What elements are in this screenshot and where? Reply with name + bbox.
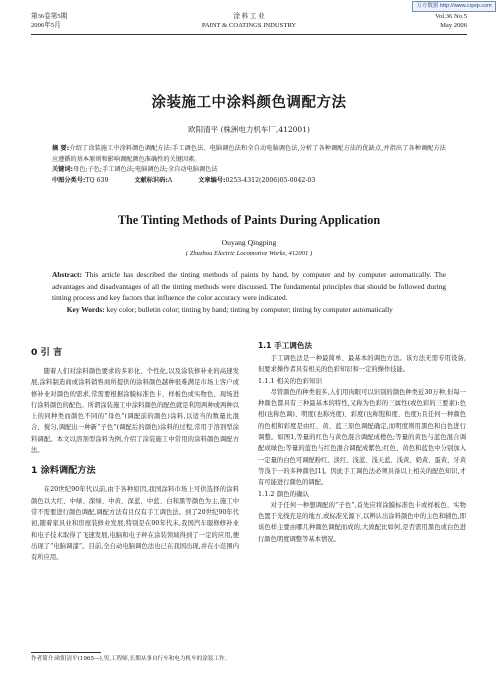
author-footnote: 作者简介:欧阳清平(1965—),男,工程师,长期从事自行车和电力机车的涂装工作。: [31, 656, 231, 662]
section-heading: 1 涂料调配方法: [31, 465, 96, 477]
classification-row: 中图分类号:TQ 639 文献标识码:A 文章编号:0253-4312(2006)05-0042-03: [52, 176, 316, 184]
volume-info: Vol.36 No.5 May 2006: [435, 13, 467, 29]
subsubsection-heading: 1.1.2 颜色的确认: [258, 489, 310, 498]
abstract-en-text: This article has described the tinting methods of paints by hand, by computer and by computer automatically. The advantages and disadvantages of all the tinting methods were discussed. The fundamental principles that should be followed during tinting process and key factors that influence the color accuracy were indicated.: [52, 270, 447, 303]
paragraph: 在20世纪90年代以前,由于各种原因,我国涂料市场上可供选择的涂料颜色以大红、中绿、深绿、中黄、深蓝、中蓝、白和黑等颜色为主,施工中常不需要进行颜色调配,调配方法有且仅有手工调色法。到了20世纪90年代初,随着家具业和房屋装修业发展,特别是在90年代末,我国汽车服修修补业和电子技术取得了飞速发展,电脑和电子秤在涂装领域得到了一定的应用,便出现了“电脑调漆”。目前,全自动电脑调色法也已在我国出现,并在小范围内有所应用。: [31, 486, 239, 562]
paragraph: 尽管颜色的种类很多,人们用肉眼可以识别的颜色种类近30万种,但每一种颜色都具有三种最基本的特性,又称为色彩的三属性(或色彩的三要素):色相(也称色调)、明度(也称亮度)、彩度(也称饱和度、色度);且任何一种颜色的色相和彩度是由红、黄、蓝三原色调配确定,而明度则用黑色和白色进行调整。如图1,等量的红色与黄色混合调配成橙色;等量的黄色与蓝色混合调配成绿色;等量的蓝色与红色混合调配成紫色;红色、黄色和蓝色中分别加入一定量的白色可调配粉红、淡红、浅蓝、浅天蓝、浅黄、奶黄、蛋黄、牙黄等浅于一的多种颜色[1]。因此手工调色法必须具备以上相关的配色知识,才有可能进行颜色的调配。: [258, 388, 466, 487]
abstract-label: 摘 要:: [52, 145, 70, 152]
keywords-text: 母色;子色;手工调色法;电脑调色法;全自动电脑调色法: [73, 166, 218, 174]
journal-header: [31, 13, 467, 35]
abstract-text: 介绍了涂装施工中涂料颜色调配方法:手工调色法、电脑调色法和全自动电脑调色法,分析了各种调配方法的优缺点,并指出了各种调配方法应遵循的基本原则和影响调配颜色准确性的关键因素。: [52, 145, 446, 163]
subsection-heading: 1.1 手工调色法: [258, 341, 313, 350]
paragraph: 手工调色法是一种最简单、最基本的调色方法。该方法无需专用设备,但要求操作者具有相关的色彩知识和一定的操作技能。: [258, 355, 466, 374]
paragraph: 随着人们对涂料颜色要求的多彩化、个性化,以及涂装修补业的高速发展,涂料制造商或涂料销售商所提供的涂料颜色越种很难满足市场上客户或修补业对颜色的需求,常需要根据涂膜标准色卡、样板色或实物色、现场进行涂料颜色的配色。所谓涂装施工中涂料颜色的配色就是利用两种或两种以上的同种类而颜色不同的“母色”(调配前的颜色)涂料,以适当的数量比混合、搅匀,调配出一种新“子色”(调配后的颜色)涂料的过程,常用于溶剂型涂料调配。本文以溶剂型涂料为例,介绍了涂装施工中常用的涂料颜色调配方法。: [31, 368, 239, 455]
issue-info: 第36卷第5期 2006年5月: [31, 13, 68, 29]
author-en: Ouyang Qingping: [221, 238, 277, 247]
affiliation-en: ( Zhuzhou Electric Locomotive Works, 412001 ): [185, 250, 313, 257]
keywords-en-text: key color; bulletin color; tinting by hand; tinting by computer; tinting by computer automatically: [106, 305, 393, 315]
subsubsection-heading: 1.1.1 相关的色彩知识: [258, 376, 323, 385]
body-column-left: [31, 346, 239, 563]
paper-title-en: The Tinting Methods of Paints During Application: [117, 213, 381, 227]
abstract-en-label: Abstract:: [52, 270, 82, 279]
journal-name: 涂 料 工 业 PAINT & COATINGS INDUSTRY: [201, 13, 297, 29]
paper-title-cn: 涂装施工中涂料颜色调配方法: [151, 95, 347, 111]
abstract-cn: [52, 144, 446, 186]
header-divider: [31, 34, 467, 35]
section-heading: 0 引 言: [31, 347, 63, 358]
paragraph: 对于任何一种想调配的“子色”,首先应将涂膜标准色卡或样板色、实物色置于光线充足的地方,或标准光源下,以辨认出涂料颜色中的主色和辅色,即该色样主要由哪几种颜色调配而成的,大致配比如何,是否需用黑色或白色进行颜色明度调整等基本情况。: [258, 501, 466, 543]
footnote-divider: [31, 652, 101, 653]
source-watermark: 万方数据 http://www.cqvip.com: [412, 1, 496, 12]
abstract-en: [52, 269, 446, 316]
body-column-right: [258, 341, 466, 545]
keywords-en-label: Key Words:: [66, 305, 105, 315]
author-cn: 欧阳清平 (株洲电力机车厂,412001): [188, 125, 310, 134]
keywords-label: 关键词:: [52, 166, 74, 174]
